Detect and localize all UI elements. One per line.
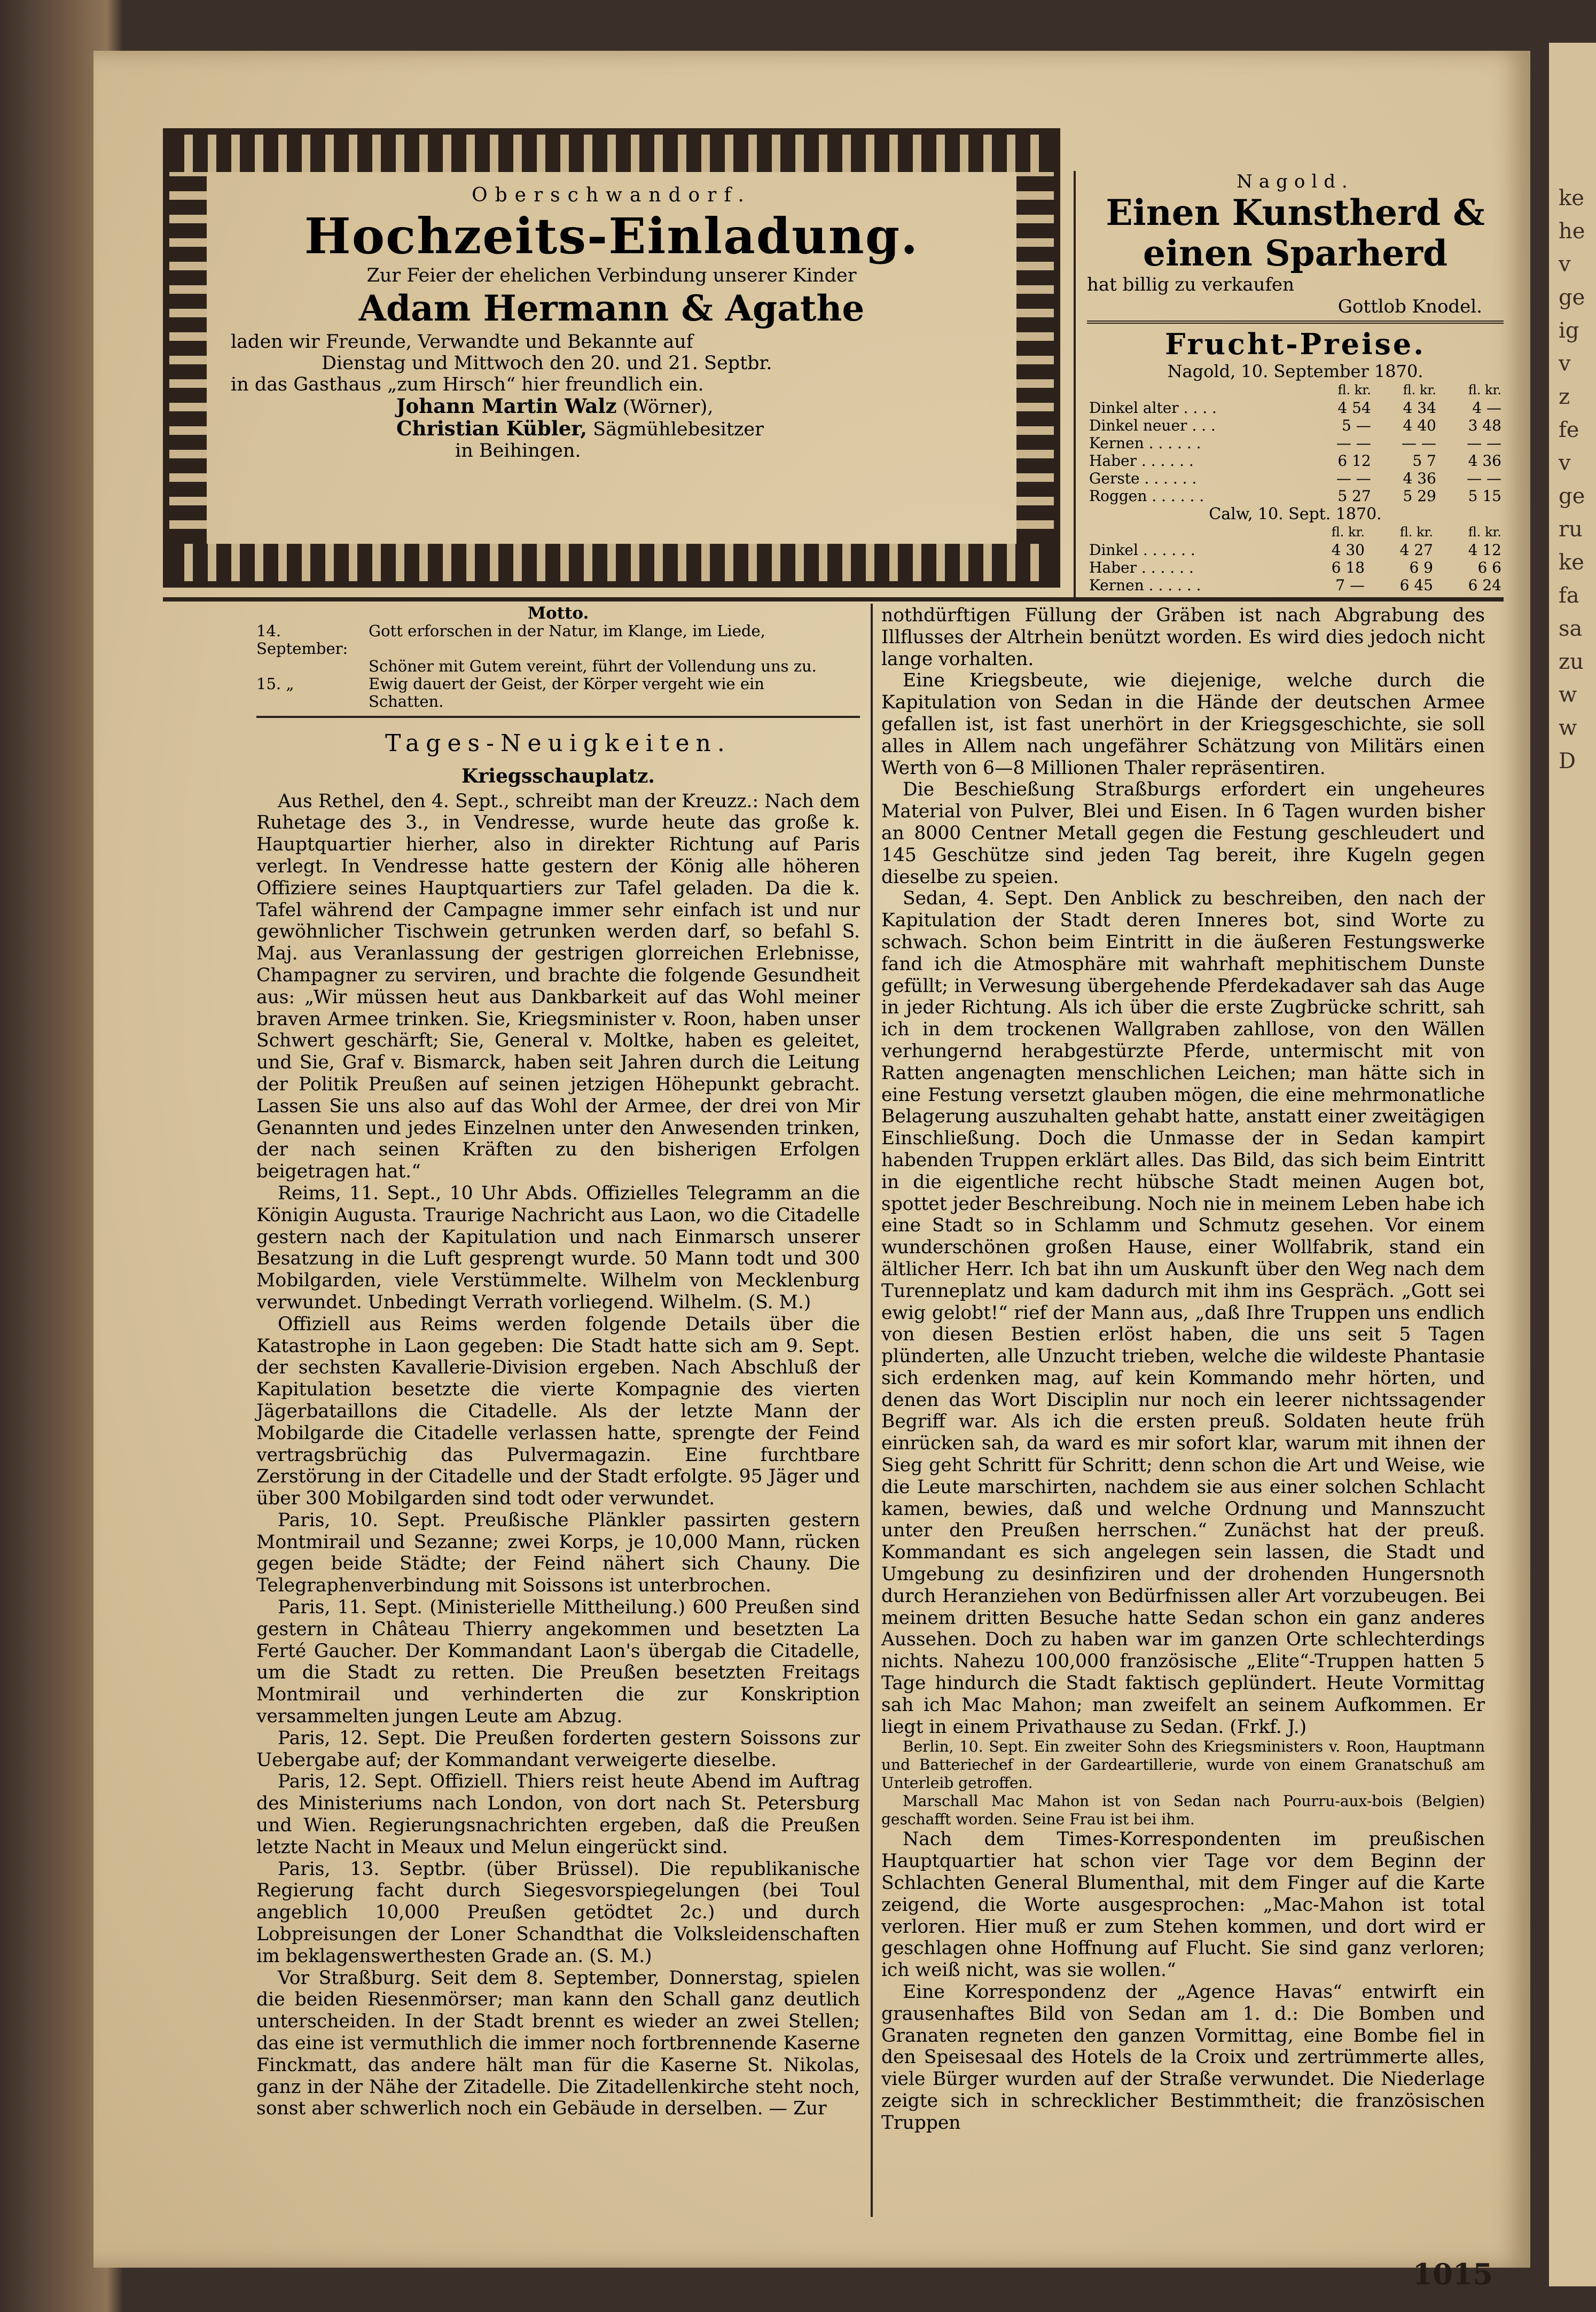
section-title: Tages-Neuigkeiten. bbox=[385, 730, 731, 757]
price-low: — — bbox=[1467, 434, 1501, 452]
price-high: 4 54 bbox=[1337, 399, 1371, 417]
grain-name: Roggen . . . . . . bbox=[1089, 487, 1204, 505]
motto-text: Schatten. bbox=[369, 692, 444, 710]
news-paragraph: Reims, 11. Sept., 10 Uhr Abds. Offizielles Telegramm an die Königin Augusta. Traurige Nachricht aus Laon, wo die Citadelle gestern nach der Kapitulation und nach Einmarsch unserer Besatzung in die Luft gesprengt wurde. 50 Mann todt und 300 Mobilgarden, viele Verstümmelte. Wilhelm von Mecklenburg verwundet. Unbedingt Verrath vorliegend. Wilhelm. (S. M.) bbox=[256, 1182, 860, 1313]
prices-unit-row bbox=[1087, 381, 1504, 399]
price-mid: 6 45 bbox=[1399, 576, 1433, 594]
grain-name: Dinkel neuer . . . bbox=[1089, 417, 1216, 434]
wedding-body-line: laden wir Freunde, Verwandte und Bekannte auf bbox=[231, 331, 693, 353]
price-mid: 5 29 bbox=[1403, 487, 1436, 505]
unit-header: fl. kr. bbox=[1468, 382, 1501, 397]
motto-line bbox=[256, 622, 860, 658]
prices-calw-header: Calw, 10. Sept. 1870. bbox=[1209, 505, 1382, 524]
wedding-body-line: Dienstag und Mittwoch den 20. und 21. Septbr. bbox=[322, 353, 772, 374]
grain-name: Dinkel alter . . . . bbox=[1089, 399, 1217, 417]
section-rule bbox=[163, 597, 1504, 602]
grain-name: Kernen . . . . . . bbox=[1089, 434, 1201, 452]
signer-name: Johann Martin Walz bbox=[396, 394, 617, 418]
price-high: 5 27 bbox=[1337, 487, 1371, 505]
grain-name: Dinkel . . . . . . bbox=[1089, 541, 1195, 559]
stove-ad-headline: Einen Kunstherd & einen Sparherd bbox=[1106, 192, 1485, 274]
prices-title: Frucht-Preise. bbox=[1164, 327, 1426, 361]
motto-line bbox=[256, 693, 860, 710]
grain-name: Haber . . . . . . bbox=[1089, 559, 1194, 576]
wedding-title: Hochzeits-Einladung. bbox=[304, 207, 919, 265]
price-low: 5 15 bbox=[1468, 487, 1501, 505]
news-paragraph: Paris, 13. Septbr. (über Brüssel). Die republikanische Regierung facht durch Siegesvorspiegelungen (bei Toul angeblich 10,000 Preußen getödtet 2c.) und durch Lobpreisungen der Loner Schandthat die Volksleidenschaften im beklagenswerthesten Grade an. (S. M.) bbox=[256, 1858, 860, 1967]
news-paragraph: Offiziell aus Reims werden folgende Details über die Katastrophe in Laon gegeben: Die Stadt hatte sich am 9. Sept. der sechsten Kavallerie-Division ergeben. Nach Abschluß der Kapitulation besetzte die vierte Kompagnie des vierten Jägerbataillons die Citadelle. Als der letzte Mann der Mobilgarde die Citadelle verlassen hatte, sprengte der Feind vertragsbrüchig das Pulvermagazin. Eine furchtbare Zerstörung in der Citadelle und der Stadt erfolgte. 95 Jäger und über 300 Mobilgarden sind todt oder verwundet. bbox=[256, 1313, 860, 1510]
wedding-invitation-ad bbox=[163, 128, 1060, 588]
price-row bbox=[1087, 487, 1504, 505]
price-mid: 4 34 bbox=[1403, 399, 1436, 417]
unit-header: fl. kr. bbox=[1403, 382, 1436, 397]
news-brief: Marschall Mac Mahon ist von Sedan nach Pourru-aux-bois (Belgien) geschafft worden. Seine Frau ist bei ihm. bbox=[881, 1792, 1485, 1829]
price-high: 4 30 bbox=[1331, 541, 1365, 559]
price-row bbox=[1087, 541, 1504, 559]
news-paragraph: Vor Straßburg. Seit dem 8. September, Donnerstag, spielen die beiden Riesenmörser; man kann den Schall ganz deutlich unterscheiden. In der Stadt brennt es wieder an zwei Stellen; das eine ist vermuthlich die immer noch fortbrennende Kaserne Finckmatt, das andere hält man für die Kaserne St. Nikolas, ganz in der Nähe der Zitadelle. Die Zitadellenkirche steht noch, sonst aber schwerlich noch ein Gebäude in derselben. — Zur bbox=[256, 1967, 860, 2120]
price-low: 4 36 bbox=[1468, 452, 1501, 470]
prices-unit-row bbox=[1087, 524, 1504, 541]
news-paragraph: Paris, 11. Sept. (Ministerielle Mittheilung.) 600 Preußen sind gestern in Château Thierry angekommen und besetzten La Ferté Gaucher. Der Kommandant Laon's übergab die Citadelle, um die Stadt zu retten. Die Preußen besetzten Freitags Montmirail und verhinderten die zur Konskription versammelten jungen Leute am Abzug. bbox=[256, 1597, 860, 1728]
news-paragraph: Sedan, 4. Sept. Den Anblick zu beschreiben, den nach der Kapitulation der Stadt deren Inneres bot, sind Worte zu schwach. Schon beim Eintritt in die äußeren Festungswerke fand ich die Atmosphäre mit wahrhaft mephitischem Dunste gefüllt; in Verwesung übergehende Pferdekadaver sah das Auge in jeder Richtung. Als ich über die erste Zugbrücke schritt, sah ich in dem trockenen Wallgraben zahllose, von den Wällen verhungernd herabgestürzte Pferde, untermischt mit von Ratten angenagten menschlichen Leichen; man hätte sich in eine Festung versetzt glauben mögen, die eine mehrmonatliche Belagerung auszuhalten gehabt hatte, anstatt einer zweitägigen Einschließung. Doch die Unmasse der in Sedan kampirt habenden Truppen erklärt alles. Das Bild, das sich beim Eintritt in die eigentliche recht hübsche Stadt meinen Augen bot, spottet jeder Beschreibung. Noch nie in meinem Leben habe ich eine Stadt so in Schlamm und Schmutz gesehen. Vor einem wunderschönen großen Hause, einer Wollfabrik, stand ein ältlicher Herr. Ich bat ihn um Auskunft über den Weg nach dem Turenneplatz und kam dadurch mit ihm ins Gespräch. „Gott sei ewig gelobt!“ rief der Mann aus, „daß Ihre Truppen uns endlich von diesen Bestien erlöst haben, die uns seit 5 Tagen plünderten, alle Unzucht trieben, welche die wildeste Phantasie sich erdenken mag, auf kein Kommando mehr hörten, und denen das Wort Disciplin nur noch ein leerer nichtssagender Begriff war. Als ich die ersten preuß. Soldaten heute früh einrücken sah, da ward es mir sofort klar, warum mit ihnen der Sieg geht Schritt für Schritt; denn schon die Art und Weise, wie die Leute marschirten, nachdem sie aus einer solchen Schlacht kamen, bewies, daß und welche Ordnung und Mannszucht unter den Preußen herrschen.“ Zunächst hat der preuß. Kommandant es sich angelegen sein lassen, die Stadt und Umgebung zu desinfiziren und der drohenden Hungersnoth durch Heranziehen von Bedürfnissen aller Art vorzubeugen. Bei meinem dritten Besuche hatte Sedan schon ein ganz anderes Aussehen. Doch zu haben war im ganzen Orte schlechterdings nichts. Nahezu 100,000 französische „Elite“-Truppen hatten 5 Tage hindurch die Stadt faktisch geplündert. Heute Vormittag sah ich Mac Mahon; man zweifelt an seinem Aufkommen. Er liegt in einem Privathause zu Sedan. (Frkf. J.) bbox=[881, 888, 1485, 1738]
ornament-border-right bbox=[1016, 172, 1054, 544]
wedding-signer-place: in Beihingen. bbox=[455, 440, 581, 462]
price-low: — — bbox=[1467, 470, 1501, 487]
wedding-text bbox=[220, 180, 1003, 536]
price-mid: 4 36 bbox=[1403, 470, 1436, 487]
motto-date bbox=[256, 693, 369, 710]
price-mid: 6 9 bbox=[1409, 559, 1433, 576]
unit-header: fl. kr. bbox=[1337, 382, 1371, 397]
price-mid: 4 40 bbox=[1403, 417, 1436, 434]
news-paragraph: nothdürftigen Füllung der Gräben ist nach Abgrabung des Illflusses der Altrhein benützt worden. Es wird dies jedoch nicht lange vorhalten. bbox=[881, 605, 1485, 670]
motto-line bbox=[256, 675, 860, 693]
price-low: 3 48 bbox=[1468, 417, 1501, 434]
news-paragraph: Aus Rethel, den 4. Sept., schreibt man der Kreuzz.: Nach dem Ruhetage des 3., in Vendresse, wurde heute das große k. Hauptquartier hierher, also in direkter Richtung auf Paris verlegt. In Vendresse hatte gestern der König alle höheren Offiziere seines Hauptquartiers zur Tafel geladen. Da die k. Tafel während der Campagne immer sehr einfach ist und nur gewöhnlicher Tischwein getrunken werden darf, so befahl S. Maj. aus Veranlassung der gestrigen glorreichen Erlebnisse, Champagner zu serviren, und brachte die folgende Gesundheit aus: „Wir müssen heut aus Dankbarkeit auf das Wohl meiner braven Armee trinken. Sie, Kriegsminister v. Roon, haben unser Schwert geschärft; Sie, General v. Moltke, haben es geleitet, und Sie, Graf v. Bismarck, haben seit Jahren durch die Leitung der Politik Preußen auf seinen jetzigen Höhepunkt gebracht. Lassen Sie uns also auf das Wohl der Armee, der drei von Mir Genannten und jedes Einzelnen unter den Anwesenden trinken, der nach seinen Kräften zu den bisherigen Erfolgen beigetragen hat.“ bbox=[256, 790, 860, 1183]
news-paragraph: Paris, 10. Sept. Preußische Plänkler passirten gestern Montmirail und Sezanne; zwei Korps, je 10,000 Mann, rücken gegen beide Städte; der Feind nähert sich Chauny. Die Telegraphenverbindung mit Soissons ist unterbrochen. bbox=[256, 1509, 860, 1597]
price-mid: 5 7 bbox=[1412, 452, 1436, 470]
price-high: 7 — bbox=[1335, 576, 1365, 594]
wedding-place: Oberschwandorf. bbox=[472, 184, 752, 206]
price-row bbox=[1087, 452, 1504, 470]
news-paragraph: Paris, 12. Sept. Die Preußen forderten gestern Soissons zur Uebergabe auf; der Kommandant verweigerte dieselbe. bbox=[256, 1727, 860, 1771]
stove-ad-seller: Gottlob Knodel. bbox=[1337, 296, 1482, 317]
motto-block bbox=[256, 605, 860, 710]
price-high: — — bbox=[1336, 470, 1371, 487]
divider bbox=[256, 716, 860, 718]
grain-name: Gerste . . . . . . bbox=[1089, 470, 1197, 487]
price-row bbox=[1087, 399, 1504, 417]
ornament-border-bottom bbox=[169, 544, 1054, 581]
news-paragraph: Die Beschießung Straßburgs erfordert ein ungeheures Material von Pulver, Blei und Eisen. In 6 Tagen wurden bisher an 8000 Centner Metall gegen die Festung geschleudert und 145 Geschütze sind jeden Tag bereit, ihre Kugeln gegen dieselbe zu speien. bbox=[881, 779, 1485, 888]
price-high: 5 — bbox=[1342, 417, 1371, 434]
wedding-body-line: in das Gasthaus „zum Hirsch“ hier freundlich ein. bbox=[231, 374, 704, 395]
motto-date: 15. „ bbox=[256, 675, 294, 693]
motto-title: Motto. bbox=[527, 604, 589, 623]
wedding-couple-names: Adam Hermann & Agathe bbox=[358, 287, 865, 329]
right-column bbox=[881, 605, 1485, 2134]
unit-header: fl. kr. bbox=[1331, 525, 1365, 540]
price-row bbox=[1087, 434, 1504, 452]
signer-name: Christian Kübler, bbox=[396, 417, 588, 440]
wedding-signer-1 bbox=[220, 395, 1003, 418]
section-subtitle: Kriegsschauplatz. bbox=[461, 764, 655, 787]
signer-role: (Wörner), bbox=[622, 396, 714, 418]
stove-ad bbox=[1087, 171, 1504, 594]
motto-text: Schöner mit Gutem vereint, führt der Vollendung uns zu. bbox=[369, 657, 817, 675]
unit-header: fl. kr. bbox=[1468, 525, 1501, 540]
prices-calw-table bbox=[1087, 524, 1504, 594]
stove-ad-place: Nagold. bbox=[1237, 171, 1354, 192]
motto-date bbox=[256, 658, 369, 675]
price-high: — — bbox=[1336, 434, 1371, 452]
news-paragraph: Eine Korrespondenz der „Agence Havas“ entwirft ein grausenhaftes Bild von Sedan am 1. d.: Die Bomben und Granaten regneten den ganzen Vormittag, eine Bombe fiel in den Speisesaal des Hotels de la Croix und zertrümmerte alles, viele Bürger wurden auf der Straße verwundet. Die Niederlage zeigte sich in schrecklicher Bestimmtheit; die französischen Truppen bbox=[881, 1981, 1485, 2134]
price-low: 4 12 bbox=[1468, 541, 1501, 559]
divider bbox=[1087, 321, 1504, 324]
ornament-border-top bbox=[169, 135, 1054, 172]
motto-line bbox=[256, 658, 860, 675]
news-paragraph: Eine Kriegsbeute, wie diejenige, welche durch die Kapitulation von Sedan in die Hände der deutschen Armee gefallen ist, ist fast unerhört in der Kriegsgeschichte, sie soll alles in Allem nach ungefährer Schätzung von Militärs einen Werth von 6—8 Millionen Thaler repräsentiren. bbox=[881, 670, 1485, 779]
prices-nagold-table bbox=[1087, 381, 1504, 505]
price-mid: 4 27 bbox=[1399, 541, 1433, 559]
price-row bbox=[1087, 576, 1504, 594]
price-low: 6 24 bbox=[1468, 576, 1501, 594]
price-high: 6 12 bbox=[1337, 452, 1371, 470]
page-number: 1015 bbox=[1412, 2257, 1493, 2291]
price-mid: — — bbox=[1401, 434, 1436, 452]
signer-role: Sägmühlebesitzer bbox=[593, 419, 764, 440]
motto-text: Gott erforschen in der Natur, im Klange, im Liede, bbox=[369, 622, 765, 640]
wedding-intro: Zur Feier der ehelichen Verbindung unserer Kinder bbox=[366, 265, 857, 286]
price-low: 6 6 bbox=[1477, 559, 1501, 576]
facing-page-edge bbox=[1549, 43, 1596, 2286]
unit-header: fl. kr. bbox=[1399, 525, 1433, 540]
price-row bbox=[1087, 470, 1504, 487]
price-low: 4 — bbox=[1472, 399, 1501, 417]
column-divider bbox=[1074, 171, 1076, 598]
grain-name: Kernen . . . . . . bbox=[1089, 576, 1201, 594]
news-paragraph: Paris, 12. Sept. Offiziell. Thiers reist heute Abend im Auftrag des Ministeriums nach London, von dort nach St. Petersburg und Wien. Regierungsnachrichten ergeben, daß die Preußen letzte Nacht in Meaux und Melun eingerückt sind. bbox=[256, 1771, 860, 1858]
ornament-border-left bbox=[169, 172, 207, 544]
news-brief: Berlin, 10. Sept. Ein zweiter Sohn des Kriegsministers v. Roon, Hauptmann und Batteriechef in der Gardeartillerie, wurde von einem Granatschuß am Unterleib getroffen. bbox=[881, 1738, 1485, 1792]
stove-ad-sub: hat billig zu verkaufen bbox=[1087, 274, 1295, 295]
left-column bbox=[256, 605, 860, 2120]
wedding-signer-2 bbox=[220, 418, 1003, 440]
price-row bbox=[1087, 417, 1504, 434]
prices-nagold-header: Nagold, 10. September 1870. bbox=[1167, 361, 1423, 381]
motto-date: 14. September: bbox=[256, 622, 348, 658]
motto-text: Ewig dauert der Geist, der Körper vergeht wie ein bbox=[369, 675, 764, 693]
column-divider bbox=[871, 604, 873, 2217]
grain-name: Haber . . . . . . bbox=[1089, 452, 1194, 470]
price-row bbox=[1087, 559, 1504, 576]
news-paragraph: Nach dem Times-Korrespondenten im preußischen Hauptquartier hat schon vier Tage vor dem Beginn der Schlachten General Blumenthal, mit dem Finger auf die Karte zeigend, die Worte ausgesprochen: „Mac-Mahon ist total verloren. Hier muß er zum Stehen kommen, und dort wird er geschlagen ohne Hoffnung auf Flucht. Sie sind ganz verloren; ich weiß nicht, was sie wollen.“ bbox=[881, 1829, 1485, 1981]
price-high: 6 18 bbox=[1331, 559, 1365, 576]
facing-page-text: ke he v ge ig v z fe v ge ru ke fa sa zu w w D bbox=[1559, 186, 1585, 774]
